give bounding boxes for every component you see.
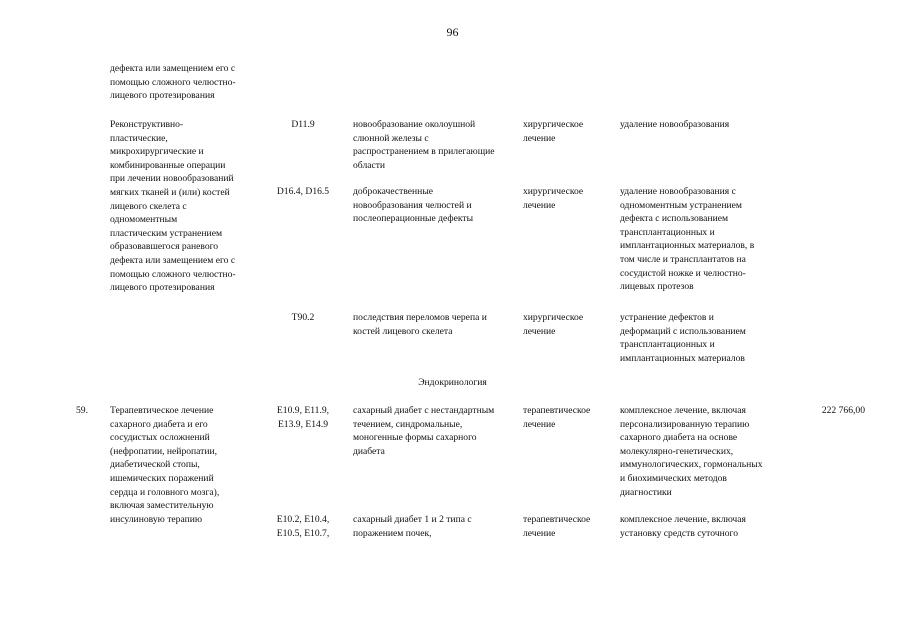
patient-model: доброкачественные новообразования челюстей и послеоперационные дефекты: [353, 186, 474, 225]
page-number: 96: [446, 25, 459, 39]
patient-model: сахарный диабет 1 и 2 типа с поражением почек,: [353, 514, 472, 539]
treatment-type: терапевтическое лечение: [523, 405, 591, 430]
patient-model: последствия переломов черепа и костей лицевого скелета: [353, 312, 487, 337]
procedure-name: Терапевтическое лечение сахарного диабета и его сосудистых осложнений (нефропатии, нейропатии, диабетической стопы, ишемических поражений сердца и головного мозга), включая заместительную инсулиновую терапию: [110, 405, 220, 525]
treatment-method: комплексное лечение, включая установку средств суточного: [620, 514, 746, 539]
patient-model: новообразование околоушной слюнной железы с распространением в прилегающие области: [353, 119, 495, 171]
procedure-name: Реконструктивно- пластические, микрохирургические и комбинированные операции при лечении новообразований мягких тканей и (или) костей лицевого скелета с одномоментным пластическим устранением образовавшегося раневого дефекта или замещением его с помощью сложного челюстно- лицевого протезирования: [110, 119, 236, 294]
treatment-method: удаление новообразования: [620, 119, 730, 130]
section-heading: Эндокринология: [418, 377, 487, 388]
treatment-type: хирургическое лечение: [523, 312, 584, 337]
treatment-method: устранение дефектов и деформаций с использованием трансплантационных и имплантационных материалов: [620, 312, 746, 364]
diagnosis-code: T90.2: [291, 312, 315, 323]
diagnosis-code: D11.9: [291, 119, 315, 130]
treatment-method: удаление новообразования с одномоментным устранением дефекта с использованием трансплантационных и имплантационных материалов, в том числе и трансплантатов на сосудистой ножке и челюстно- лицевых протезов: [620, 186, 755, 293]
treatment-method: комплексное лечение, включая персонализированную терапию сахарного диабета на основе молекулярно-генетических, иммунологических, гормональных и биохимических методов диагностики: [620, 405, 763, 498]
patient-model: сахарный диабет с нестандартным течением, синдромальные, моногенные формы сахарного диабета: [353, 405, 495, 457]
diagnosis-code: E10.9, E11.9, E13.9, E14.9: [276, 405, 330, 430]
diagnosis-code: E10.2, E10.4, E10.5, E10.7,: [276, 514, 330, 539]
treatment-type: терапевтическое лечение: [523, 514, 591, 539]
treatment-type: хирургическое лечение: [523, 119, 584, 144]
row-number: 59.: [76, 405, 88, 416]
treatment-type: хирургическое лечение: [523, 186, 584, 211]
norm-cost: 222 766,00: [821, 405, 865, 416]
procedure-name-continued: дефекта или замещением его с помощью сложного челюстно- лицевого протезирования: [110, 63, 236, 102]
diagnosis-code: D16.4, D16.5: [276, 186, 330, 197]
